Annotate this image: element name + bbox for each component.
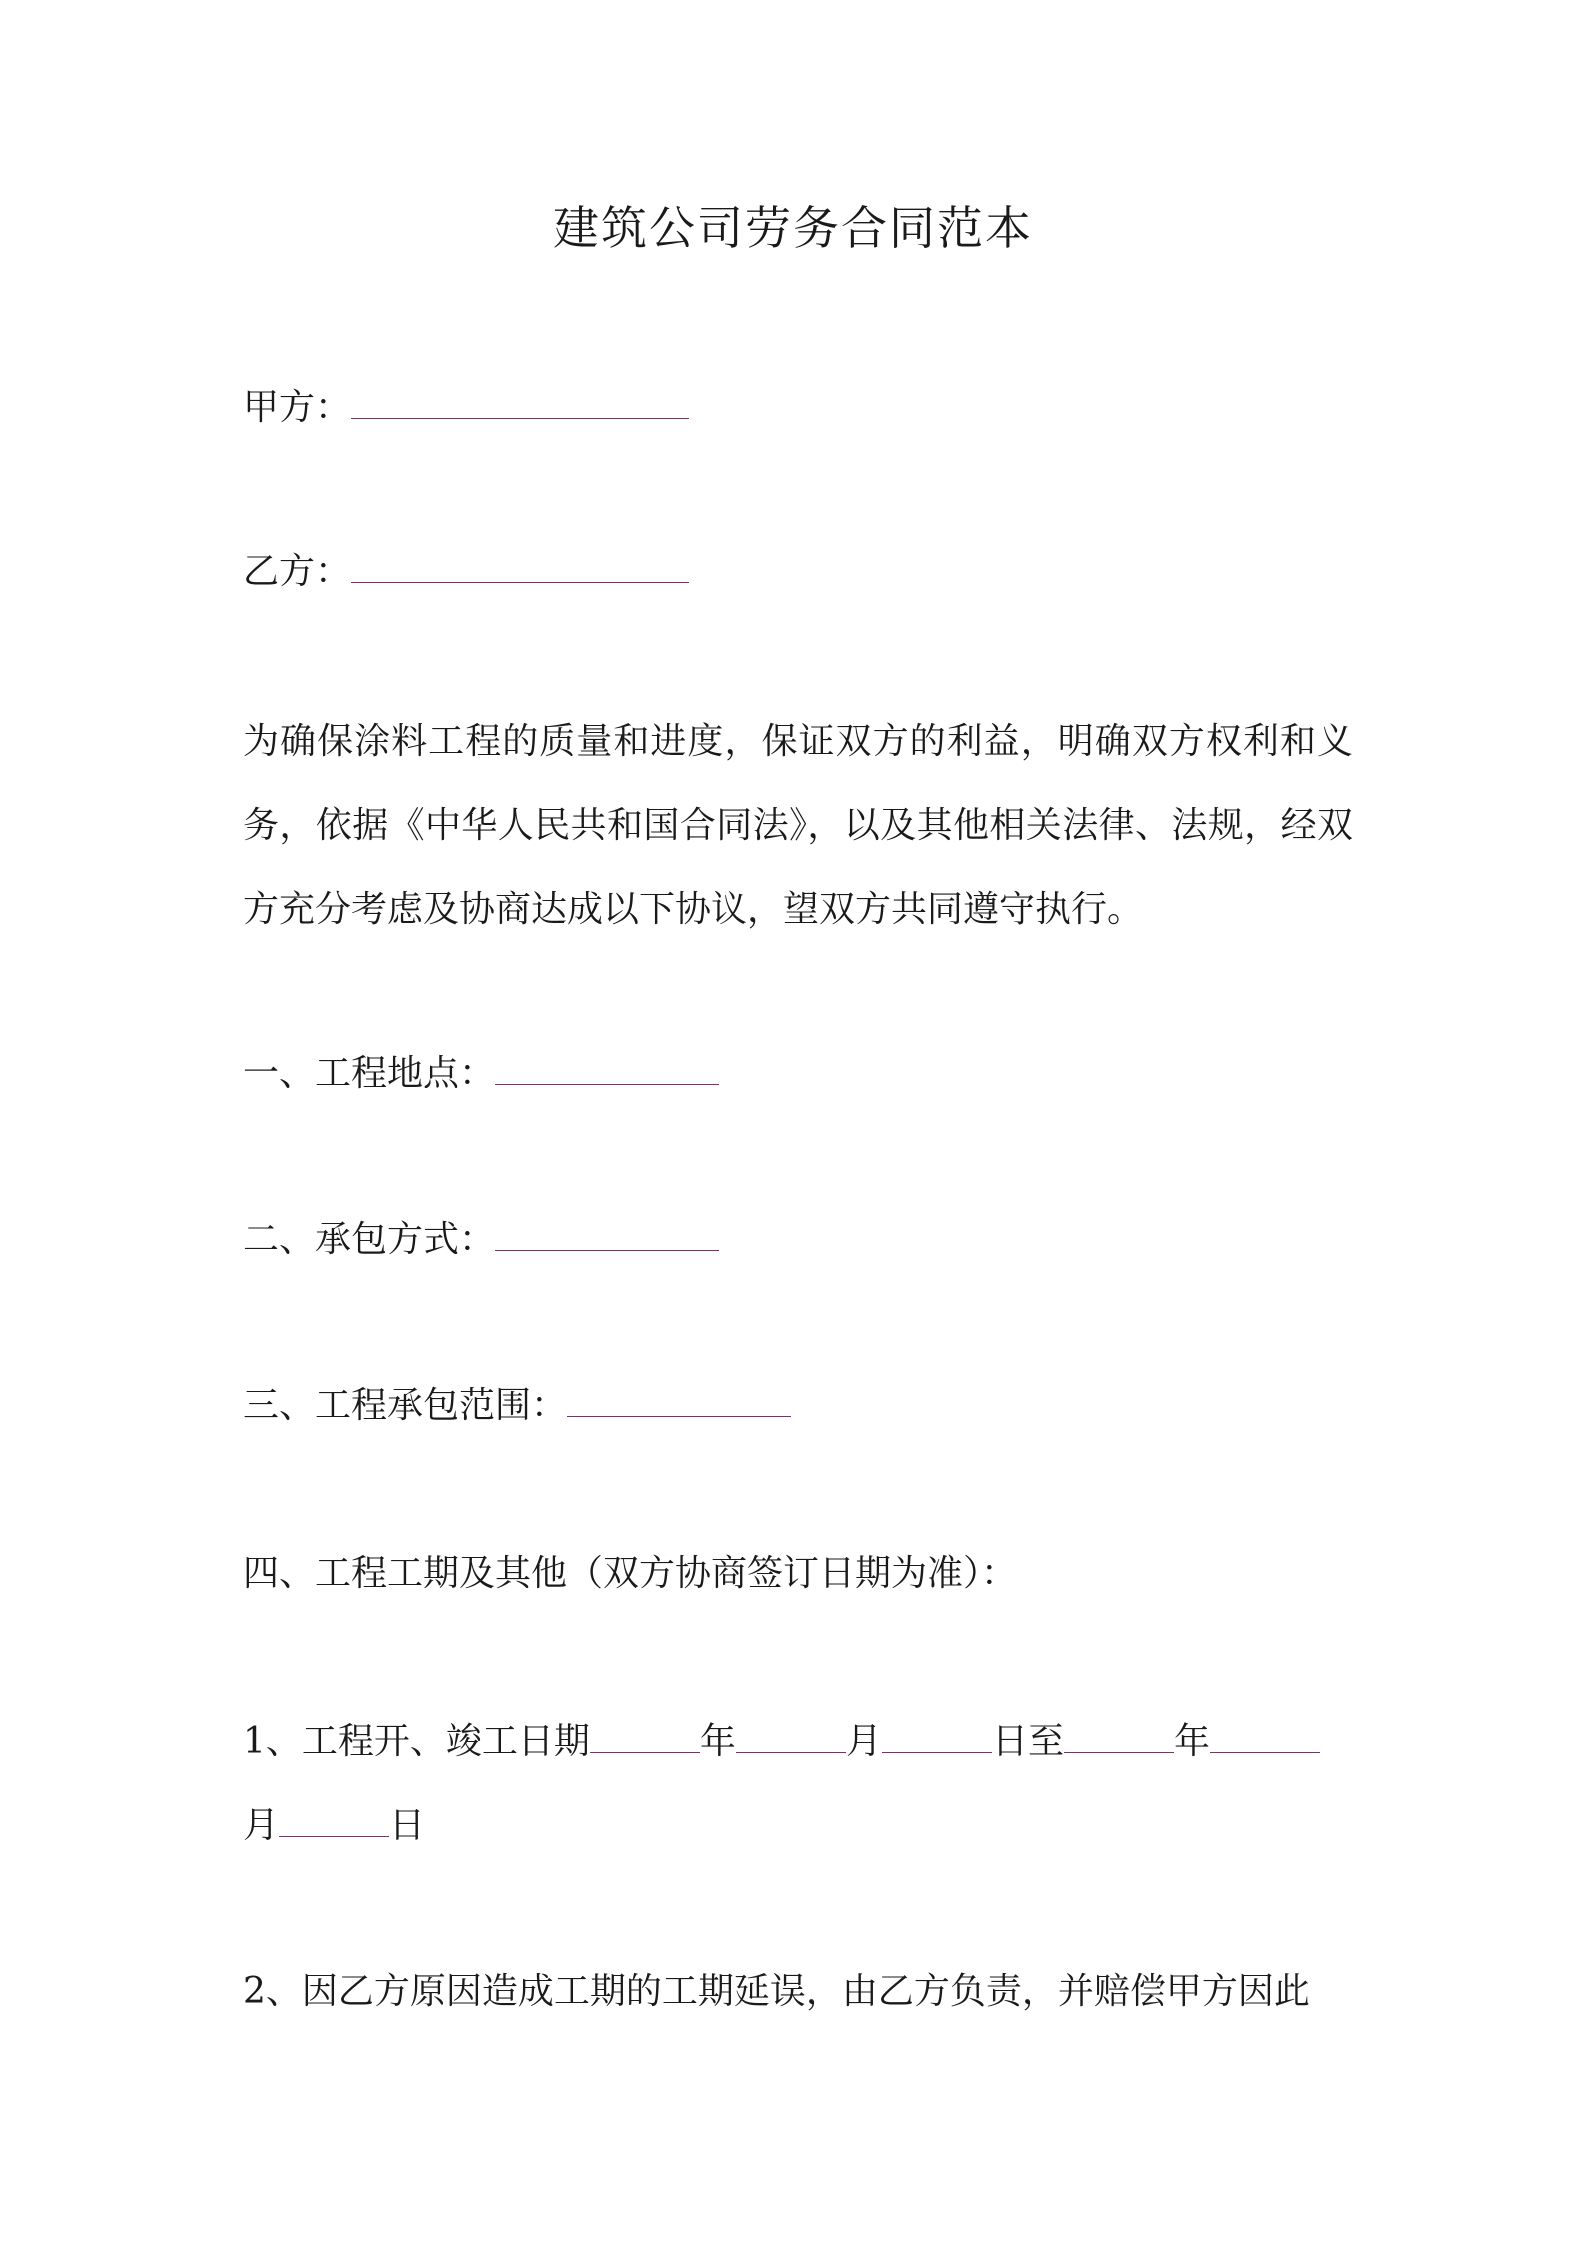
clause-4-line [243,1550,1017,1598]
party-b-blank [351,548,689,583]
end-day-blank [279,1802,389,1837]
end-day-label: 日 [389,1805,426,1846]
clause-1-line [243,1050,719,1098]
document-title: 建筑公司劳务合同范本 [553,201,1033,255]
end-year-label: 年 [1173,1721,1210,1762]
start-month-label: 月 [845,1721,882,1762]
party-a-label: 甲方： [243,387,352,428]
start-day-blank [882,1718,992,1753]
end-month-blank-part [1210,1718,1320,1753]
party-b-line [243,548,689,596]
preamble-paragraph: 为确保涂料工程的质量和进度，保证双方的利益，明确双方权利和义务，依据《中华人民共和国合同法》，以及其他相关法律、法规，经双方充分考虑及协商达成以下协议，望双方共同遵守执行。 [243,721,1353,930]
party-a-blank [351,384,689,419]
clause-1-label: 一、工程地点： [243,1053,496,1094]
party-b-label: 乙方： [243,551,352,592]
end-year-blank [1064,1718,1174,1753]
clause-1-blank [495,1050,719,1085]
clause-3-blank [567,1382,791,1417]
clause-2-line [243,1216,719,1264]
item-2-line: 2、因乙方原因造成工期的工期延误，由乙方负责，并赔偿甲方因此 [243,1971,1310,2012]
clause-3-label: 三、工程承包范围： [243,1385,568,1426]
item-1-line-1 [243,1718,1320,1766]
clause-2-blank [495,1216,719,1251]
end-month-label: 月 [243,1805,280,1846]
party-a-line [243,384,689,432]
clause-2-label: 二、承包方式： [243,1219,496,1260]
clause-4-label: 四、工程工期及其他（双方协商签订日期为准）： [243,1553,1018,1594]
start-year-label: 年 [699,1721,736,1762]
item-1-prefix: 1、工程开、竣工日期 [243,1721,590,1762]
day-to-label: 日至 [991,1721,1064,1762]
start-year-blank [590,1718,700,1753]
clause-3-line [243,1382,791,1430]
start-month-blank [736,1718,846,1753]
item-1-line-2 [243,1802,425,1850]
